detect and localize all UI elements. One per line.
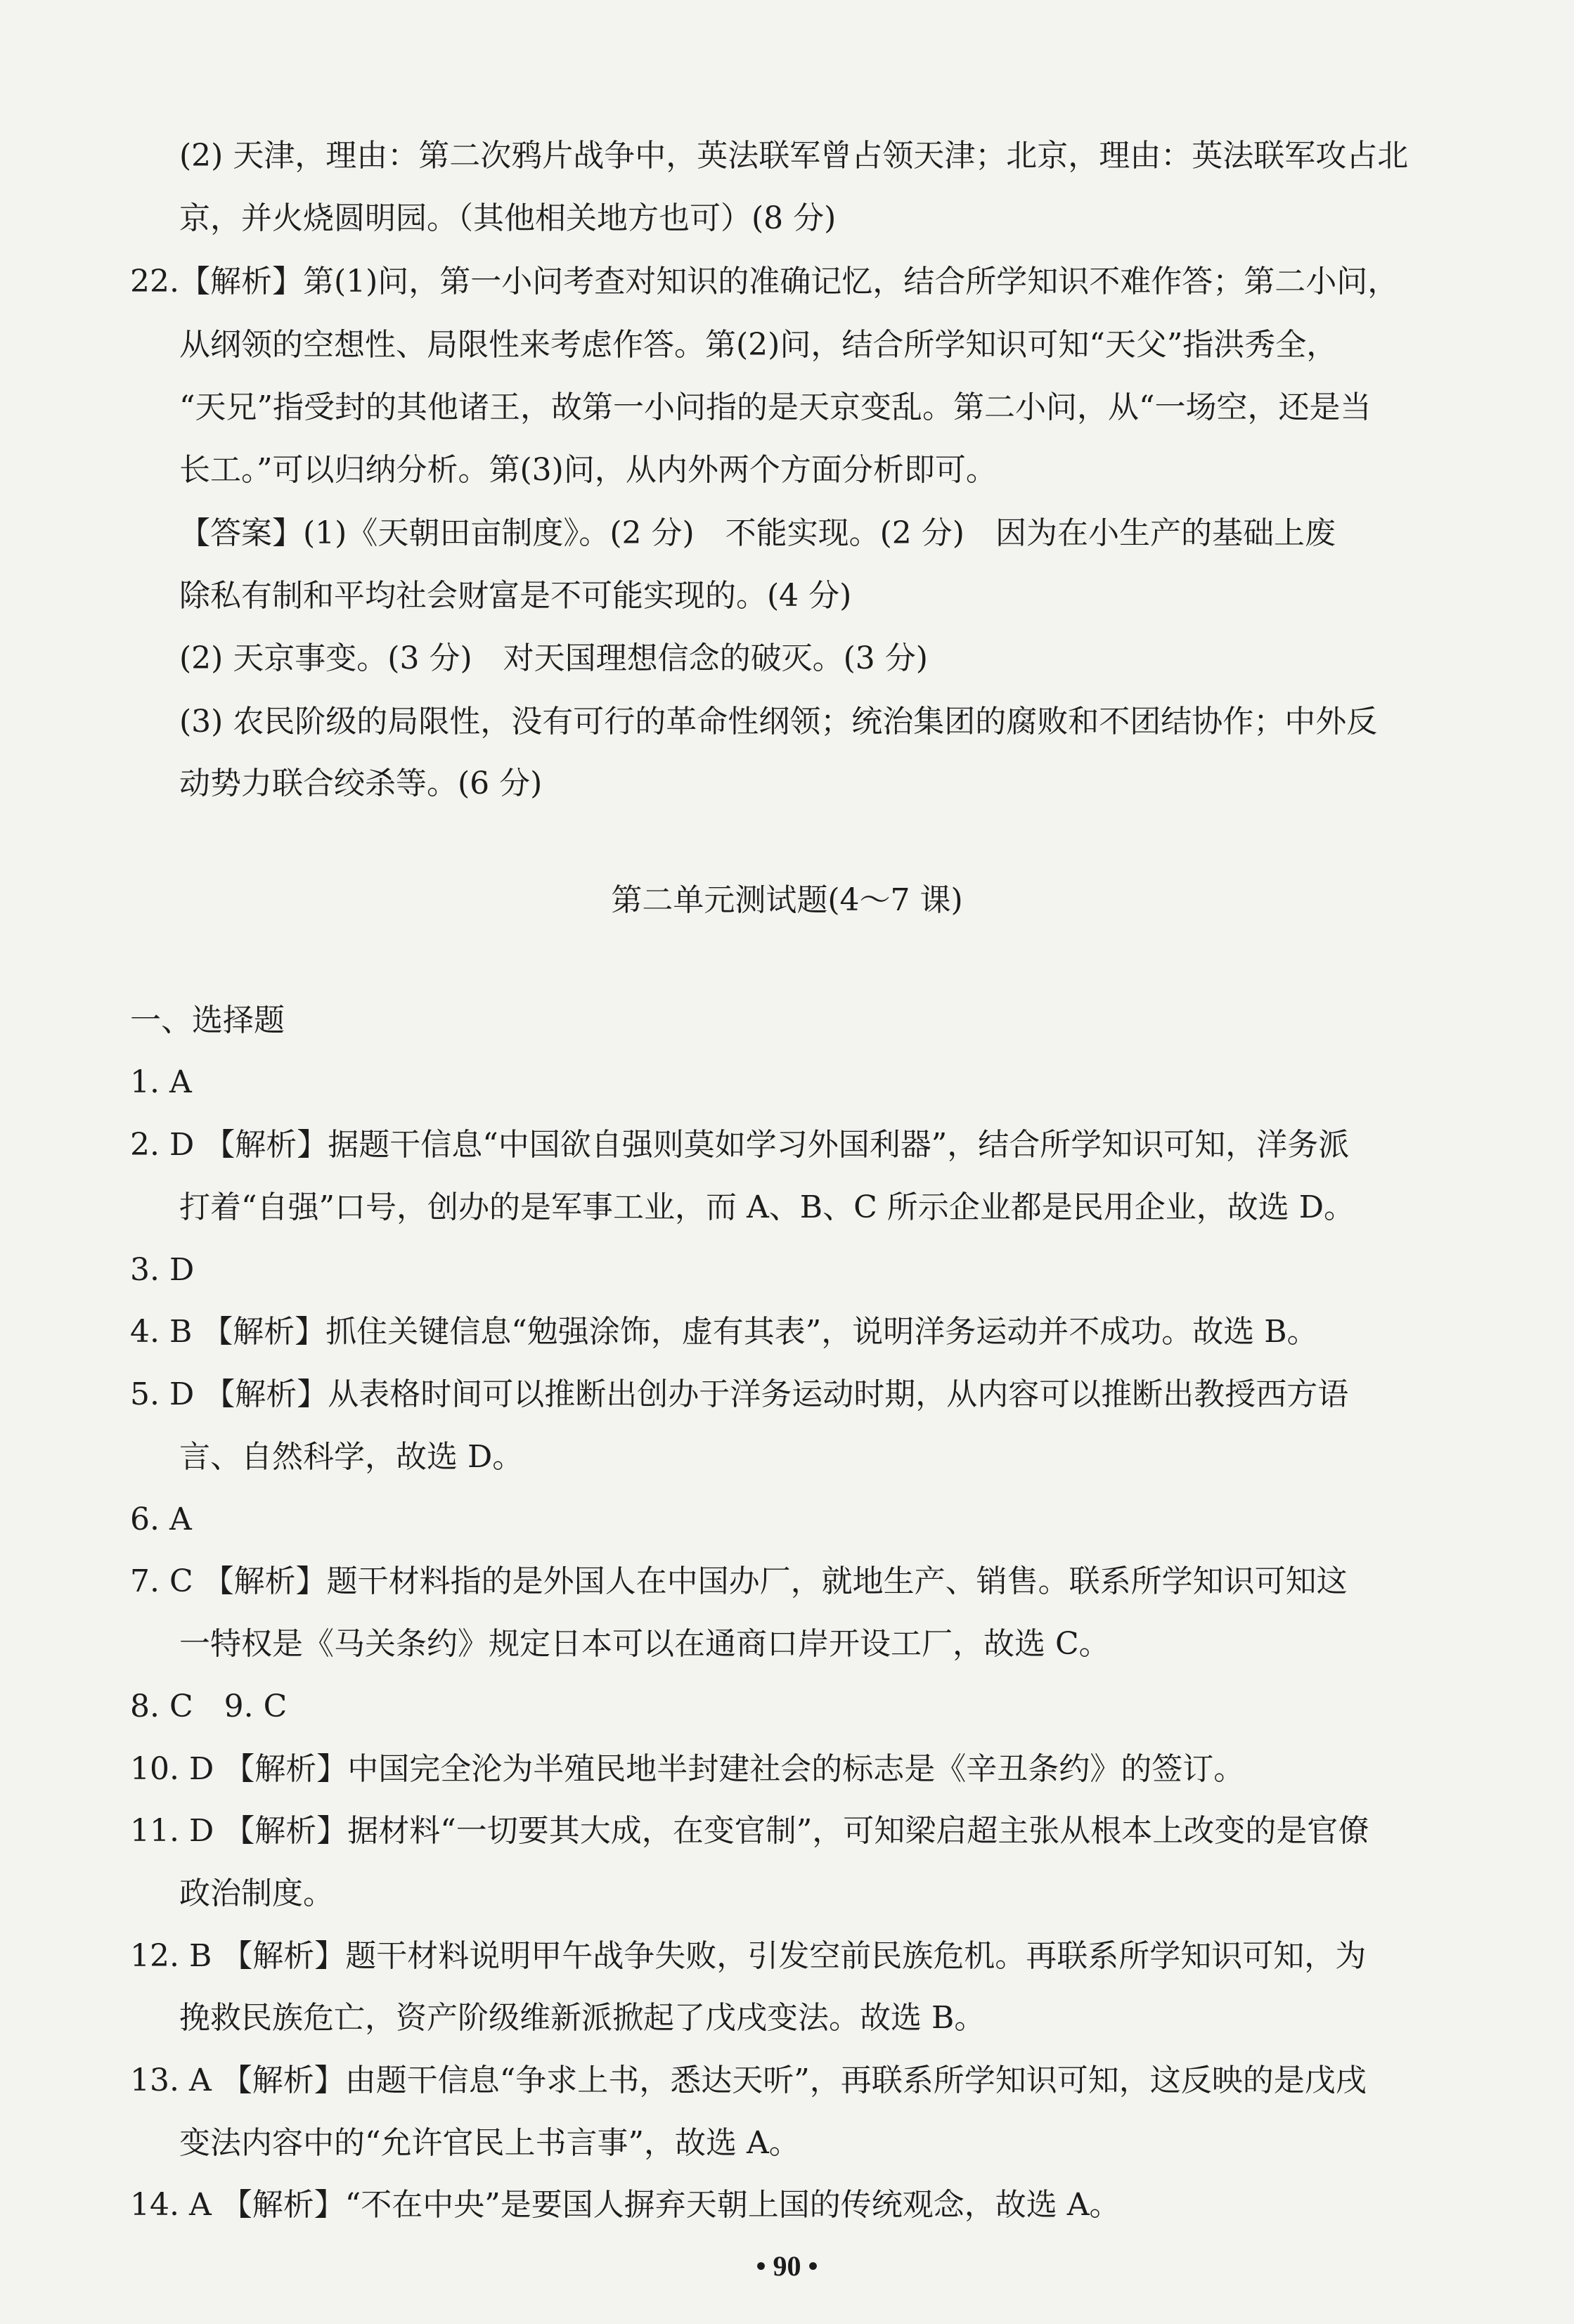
q22-analysis-line3: “天兄”指受封的其他诸王，故第一小问指的是天京变乱。第二小问，从“一场空，还是当	[179, 389, 1372, 425]
answer-6: 6. A	[130, 1502, 192, 1537]
q22-analysis-line1: 22.【解析】第(1)问，第一小问考查对知识的准确记忆，结合所学知识不难作答；第二小问，	[130, 264, 1399, 299]
q22-analysis-line4: 长工。”可以归纳分析。第(3)问，从内外两个方面分析即可。	[179, 452, 997, 488]
q22-answer-line5: 动势力联合绞杀等。(6 分)	[179, 766, 543, 801]
q21-part2-line1: (2) 天津，理由：第二次鸦片战争中，英法联军曾占领天津；北京，理由：英法联军攻占北	[179, 138, 1409, 174]
q22-analysis-line2: 从纲领的空想性、局限性来考虑作答。第(2)问，结合所学知识可知“天父”指洪秀全，	[179, 327, 1338, 363]
answer-12-line2: 挽救民族危亡，资产阶级维新派掀起了戊戌变法。故选 B。	[179, 2000, 986, 2036]
answer-12-line1: 12. B 【解析】题干材料说明甲午战争失败，引发空前民族危机。再联系所学知识可知，为	[130, 1938, 1367, 1974]
page-number: • 90 •	[756, 2250, 818, 2282]
section-title: 一、选择题	[130, 1002, 285, 1038]
answer-11-line2: 政治制度。	[179, 1876, 334, 1911]
answer-5-line2: 言、自然科学，故选 D。	[179, 1439, 524, 1475]
answer-2-line1: 2. D 【解析】据题干信息“中国欲自强则莫如学习外国利器”，结合所学知识可知，洋务派	[130, 1127, 1350, 1163]
answer-2-line2: 打着“自强”口号，创办的是军事工业，而 A、B、C 所示企业都是民用企业，故选 D。	[179, 1189, 1355, 1225]
answer-13-line2: 变法内容中的“允许官民上书言事”，故选 A。	[179, 2125, 800, 2161]
unit-title: 第二单元测试题(4～7 课)	[611, 882, 963, 918]
answer-10: 10. D 【解析】中国完全沦为半殖民地半封建社会的标志是《辛丑条约》的签订。	[130, 1751, 1245, 1787]
q22-answer-line3: (2) 天京事变。(3 分) 对天国理想信念的破灭。(3 分)	[179, 640, 928, 676]
q22-answer-line2: 除私有制和平均社会财富是不可能实现的。(4 分)	[179, 578, 852, 614]
q22-answer-line4: (3) 农民阶级的局限性，没有可行的革命性纲领；统治集团的腐败和不团结协作；中外反	[179, 704, 1378, 740]
answer-11-line1: 11. D 【解析】据材料“一切要其大成，在变官制”，可知梁启超主张从根本上改变的是官僚	[130, 1813, 1369, 1849]
answer-8-9: 8. C 9. C	[130, 1689, 288, 1724]
answer-3: 3. D	[130, 1252, 195, 1288]
answer-1: 1. A	[130, 1064, 192, 1100]
answer-13-line1: 13. A 【解析】由题干信息“争求上书，悉达天听”，再联系所学知识可知，这反映的是戊戌	[130, 2062, 1367, 2098]
q21-part2-line2: 京，并火烧圆明园。（其他相关地方也可）(8 分)	[179, 200, 837, 236]
q22-answer-line1: 【答案】(1)《天朝田亩制度》。(2 分) 不能实现。(2 分) 因为在小生产的基础上废	[179, 515, 1336, 551]
answer-14: 14. A 【解析】“不在中央”是要国人摒弃天朝上国的传统观念，故选 A。	[130, 2187, 1121, 2223]
answer-5-line1: 5. D 【解析】从表格时间可以推断出创办于洋务运动时期，从内容可以推断出教授西方语	[130, 1376, 1349, 1412]
answer-4: 4. B 【解析】抓住关键信息“勉强涂饰，虚有其表”，说明洋务运动并不成功。故选 B。	[130, 1314, 1318, 1350]
answer-7-line1: 7. C 【解析】题干材料指的是外国人在中国办厂，就地生产、销售。联系所学知识可知这	[130, 1563, 1348, 1599]
answer-7-line2: 一特权是《马关条约》规定日本可以在通商口岸开设工厂，故选 C。	[179, 1626, 1110, 1662]
